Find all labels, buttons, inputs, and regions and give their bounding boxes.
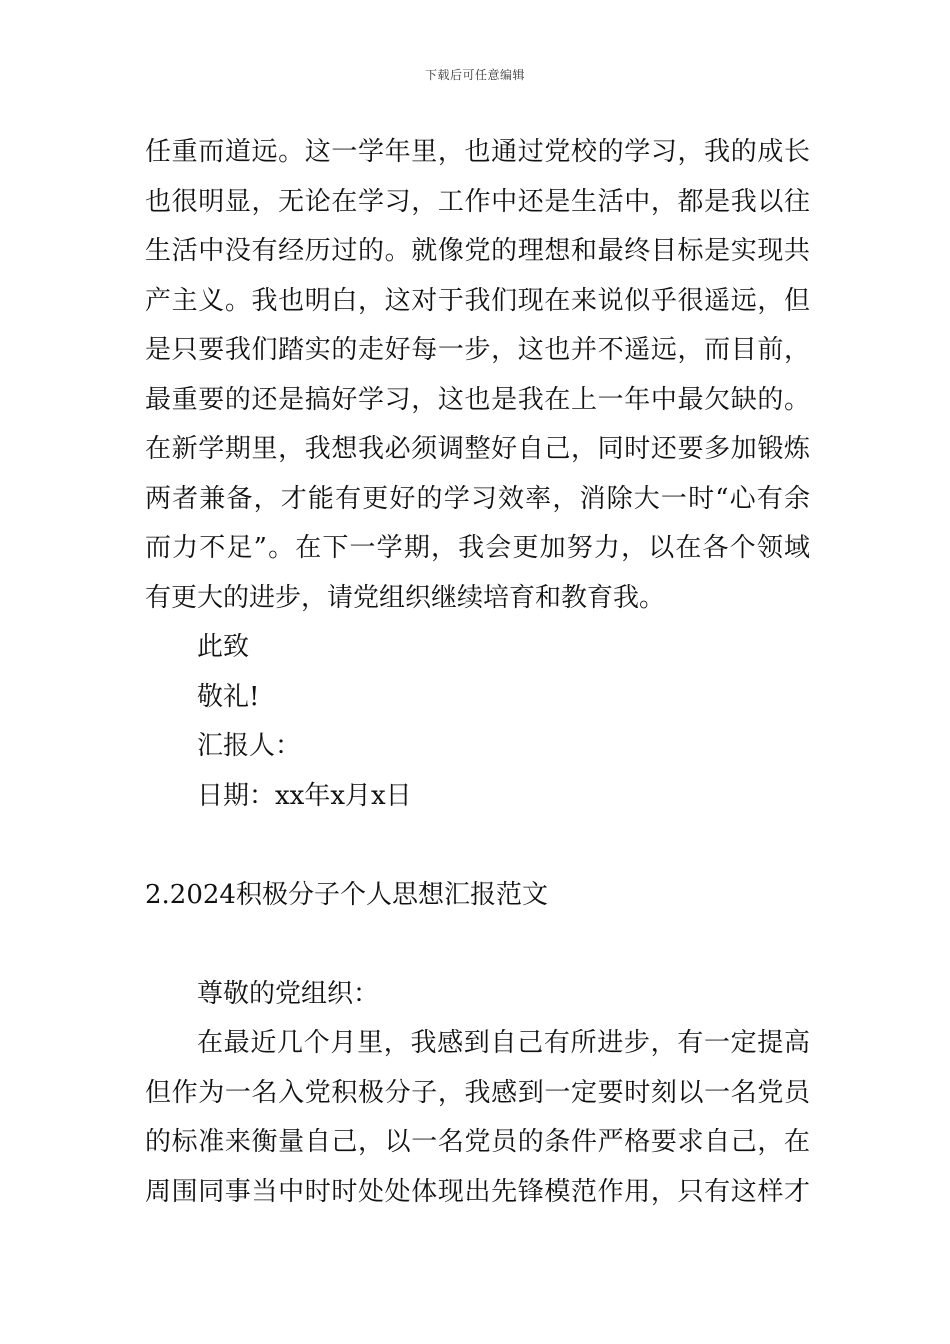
document-body [145,128,810,1217]
closing-respect: 敬礼! [197,681,260,712]
text-line: 的标准来衡量自己，以一名党员的条件严格要求自己，在 [145,1127,810,1157]
text-line: 任重而道远。这一学年里，也通过党校的学习，我的成长 [145,137,810,167]
text-line: 在新学期里，我想我必须调整好自己，同时还要多加锻炼 [145,434,810,464]
paragraph-2 [145,1019,810,1217]
text-line: 生活中没有经历过的。就像党的理想和最终目标是实现共 [145,236,810,266]
paragraph-1 [145,128,810,623]
text-line: 两者兼备，才能有更好的学习效率，消除大一时“心有余 [145,483,810,514]
spacer [145,920,810,970]
section-title: 2.2024积极分子个人思想汇报范文 [145,879,548,910]
text-line: 也很明显，无论在学习，工作中还是生活中，都是我以往 [145,186,810,217]
closing-date: 日期：xx年x月x日 [197,780,412,811]
page-header: 下载后可任意编辑 [424,68,525,82]
text-line: 而力不足”。在下一学期，我会更加努力，以在各个领域 [145,533,810,563]
text-line: 是只要我们踏实的走好每一步，这也并不遥远，而目前， [145,335,810,365]
text-line: 但作为一名入党积极分子，我感到一定要时刻以一名党员 [145,1077,810,1108]
text-line: 有更大的进步，请党组织继续培育和教育我。 [145,582,666,613]
section-greeting: 尊敬的党组织： [197,978,380,1009]
text-line: 最重要的还是搞好学习，这也是我在上一年中最欠缺的。 [145,384,810,415]
text-line: 周围同事当中时时处处体现出先锋模范作用，只有这样才 [145,1176,810,1207]
text-line: 产主义。我也明白，这对于我们现在来说似乎很遥远，但 [145,285,810,316]
closing-salutation: 此致 [197,632,250,662]
closing-reporter: 汇报人： [197,731,302,761]
text-line: 在最近几个月里，我感到自己有所进步，有一定提高 [197,1028,810,1058]
closing-block [145,623,810,821]
spacer [145,821,810,871]
